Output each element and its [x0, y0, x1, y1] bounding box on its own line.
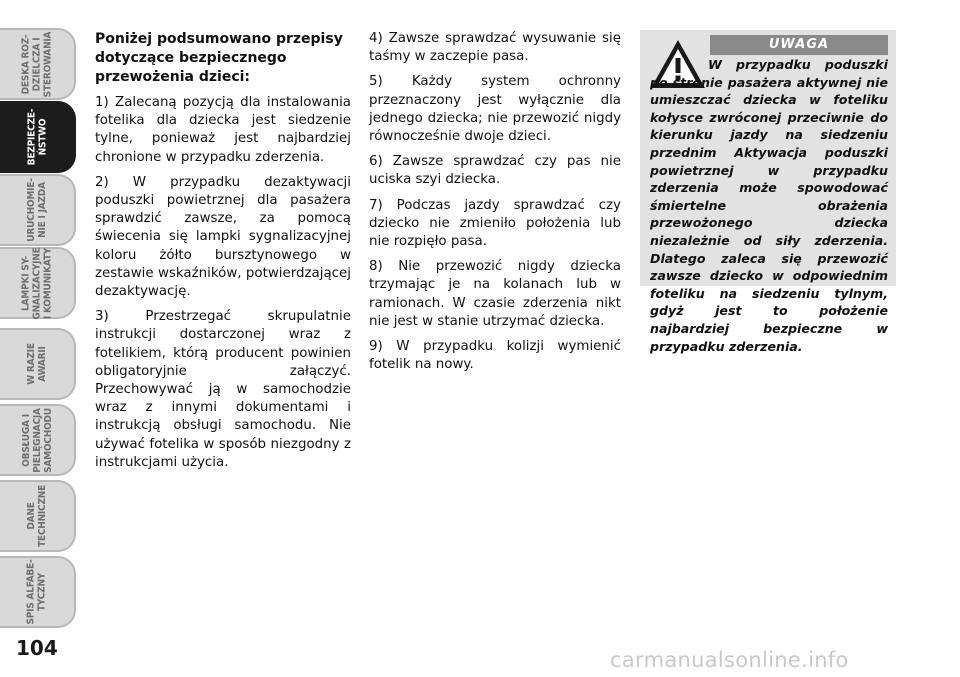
- tab-w-razie-awarii[interactable]: [0, 328, 76, 400]
- section-heading: Poniżej podsumowano przepisy dotyczące bezpiecznego przewożenia dzieci:: [95, 31, 343, 85]
- tab-lampki[interactable]: [0, 247, 76, 319]
- tab-label: LAMPKI SY- GNALIZACYJNE I KOMUNIKATY: [20, 246, 54, 320]
- tab-bezpieczenstwo[interactable]: [0, 101, 76, 173]
- paragraph: 2) W przypadku dezaktywacji poduszki powietrznej dla pasażera sprawdzić zawsze, za pomocą świecenia się lampki sygnalizacyjnej koloru żółto bursztynowego w zestawie wskaźników, potwierdzającej dezaktywację.: [95, 174, 351, 300]
- tab-label: SPIS ALFABE- TYCZNY: [26, 559, 48, 625]
- tab-uruchomienie[interactable]: [0, 174, 76, 246]
- text-column-1: [95, 30, 351, 479]
- tab-obsluga[interactable]: [0, 404, 76, 476]
- warning-box: [640, 30, 896, 354]
- paragraph: 1) Zalecaną pozycją dla instalowania fotelika dla dziecka jest siedzenie tylne, ponieważ jest najbardziej chronione w przypadku zderzenia.: [95, 95, 351, 165]
- warning-text: W przypadku poduszki po stronie pasażera aktywnej nie umieszczać dziecka w foteliku kołysce zwróconej przeciwnie do kierunku jazdy na siedzeniu przednim Aktywacja poduszki powietrznej w przypadku zderzenia może spowodować śmiertelne obrażenia przewożonego dziecka niezależnie od siły zderzenia. Dlatego zaleca się przewozić zawsze dziecko w odpowiednim foteliku na siedzeniu tylnym, gdyż jest to położenie najbardziej bezpieczne w przypadku zderzenia.: [650, 57, 888, 354]
- text-column-2: [369, 30, 621, 381]
- watermark: carmanualsonline.info: [610, 648, 849, 672]
- tab-label: OBSŁUGA I PIELĘGNACJA SAMOCHODU: [20, 407, 54, 473]
- paragraph: 9) W przypadku kolizji wymienić fotelik na nowy.: [369, 339, 621, 373]
- paragraph: 6) Zawsze sprawdzać czy pas nie uciska szyi dziecka.: [369, 154, 621, 188]
- paragraph: 7) Podczas jazdy sprawdzać czy dziecko nie zmieniło położenia lub nie rozpięło pasa.: [369, 197, 621, 250]
- tab-label: DANE TECHNICZNE: [26, 484, 48, 548]
- tab-dane-techniczne[interactable]: [0, 480, 76, 552]
- paragraph: 8) Nie przewozić nigdy dziecka trzymając je na kolanach lub w ramionach. W czasie zderzenia nikt nie jest w stanie utrzymać dziecka.: [369, 259, 621, 329]
- page-number: 104: [16, 636, 58, 660]
- tab-label: BEZPIECZE- ŃSTWO: [26, 108, 48, 166]
- paragraph: 5) Każdy system ochronny przeznaczony jest wyłącznie dla jednego dziecka; nie przewozić nigdy równocześnie dwoje dzieci.: [369, 74, 621, 145]
- tab-label: DESKA ROZ- DZIELCZA I STEROWANIA: [20, 31, 54, 97]
- tab-spis-alfabetyczny[interactable]: [0, 556, 76, 628]
- warning-title: UWAGA: [710, 35, 888, 55]
- tab-label: W RAZIE AWARII: [25, 343, 48, 385]
- paragraph: 4) Zawsze sprawdzać wysuwanie się taśmy w zaczepie pasa.: [369, 31, 621, 65]
- paragraph: 3) Przestrzegać skrupulatnie instrukcji dostarczonej wraz z fotelikiem, którą producent powinien obligatoryjnie załączyć. Przechowywać ją w samochodzie wraz z innymi dokumentami i instrukcją obsługi samochodu. Nie używać fotelika w sposób niezgodny z instrukcjami użycia.: [95, 309, 351, 470]
- tab-deska-rozdzielcza[interactable]: [0, 28, 76, 100]
- tab-label: URUCHOMIE- NIE I JAZDA: [26, 178, 48, 242]
